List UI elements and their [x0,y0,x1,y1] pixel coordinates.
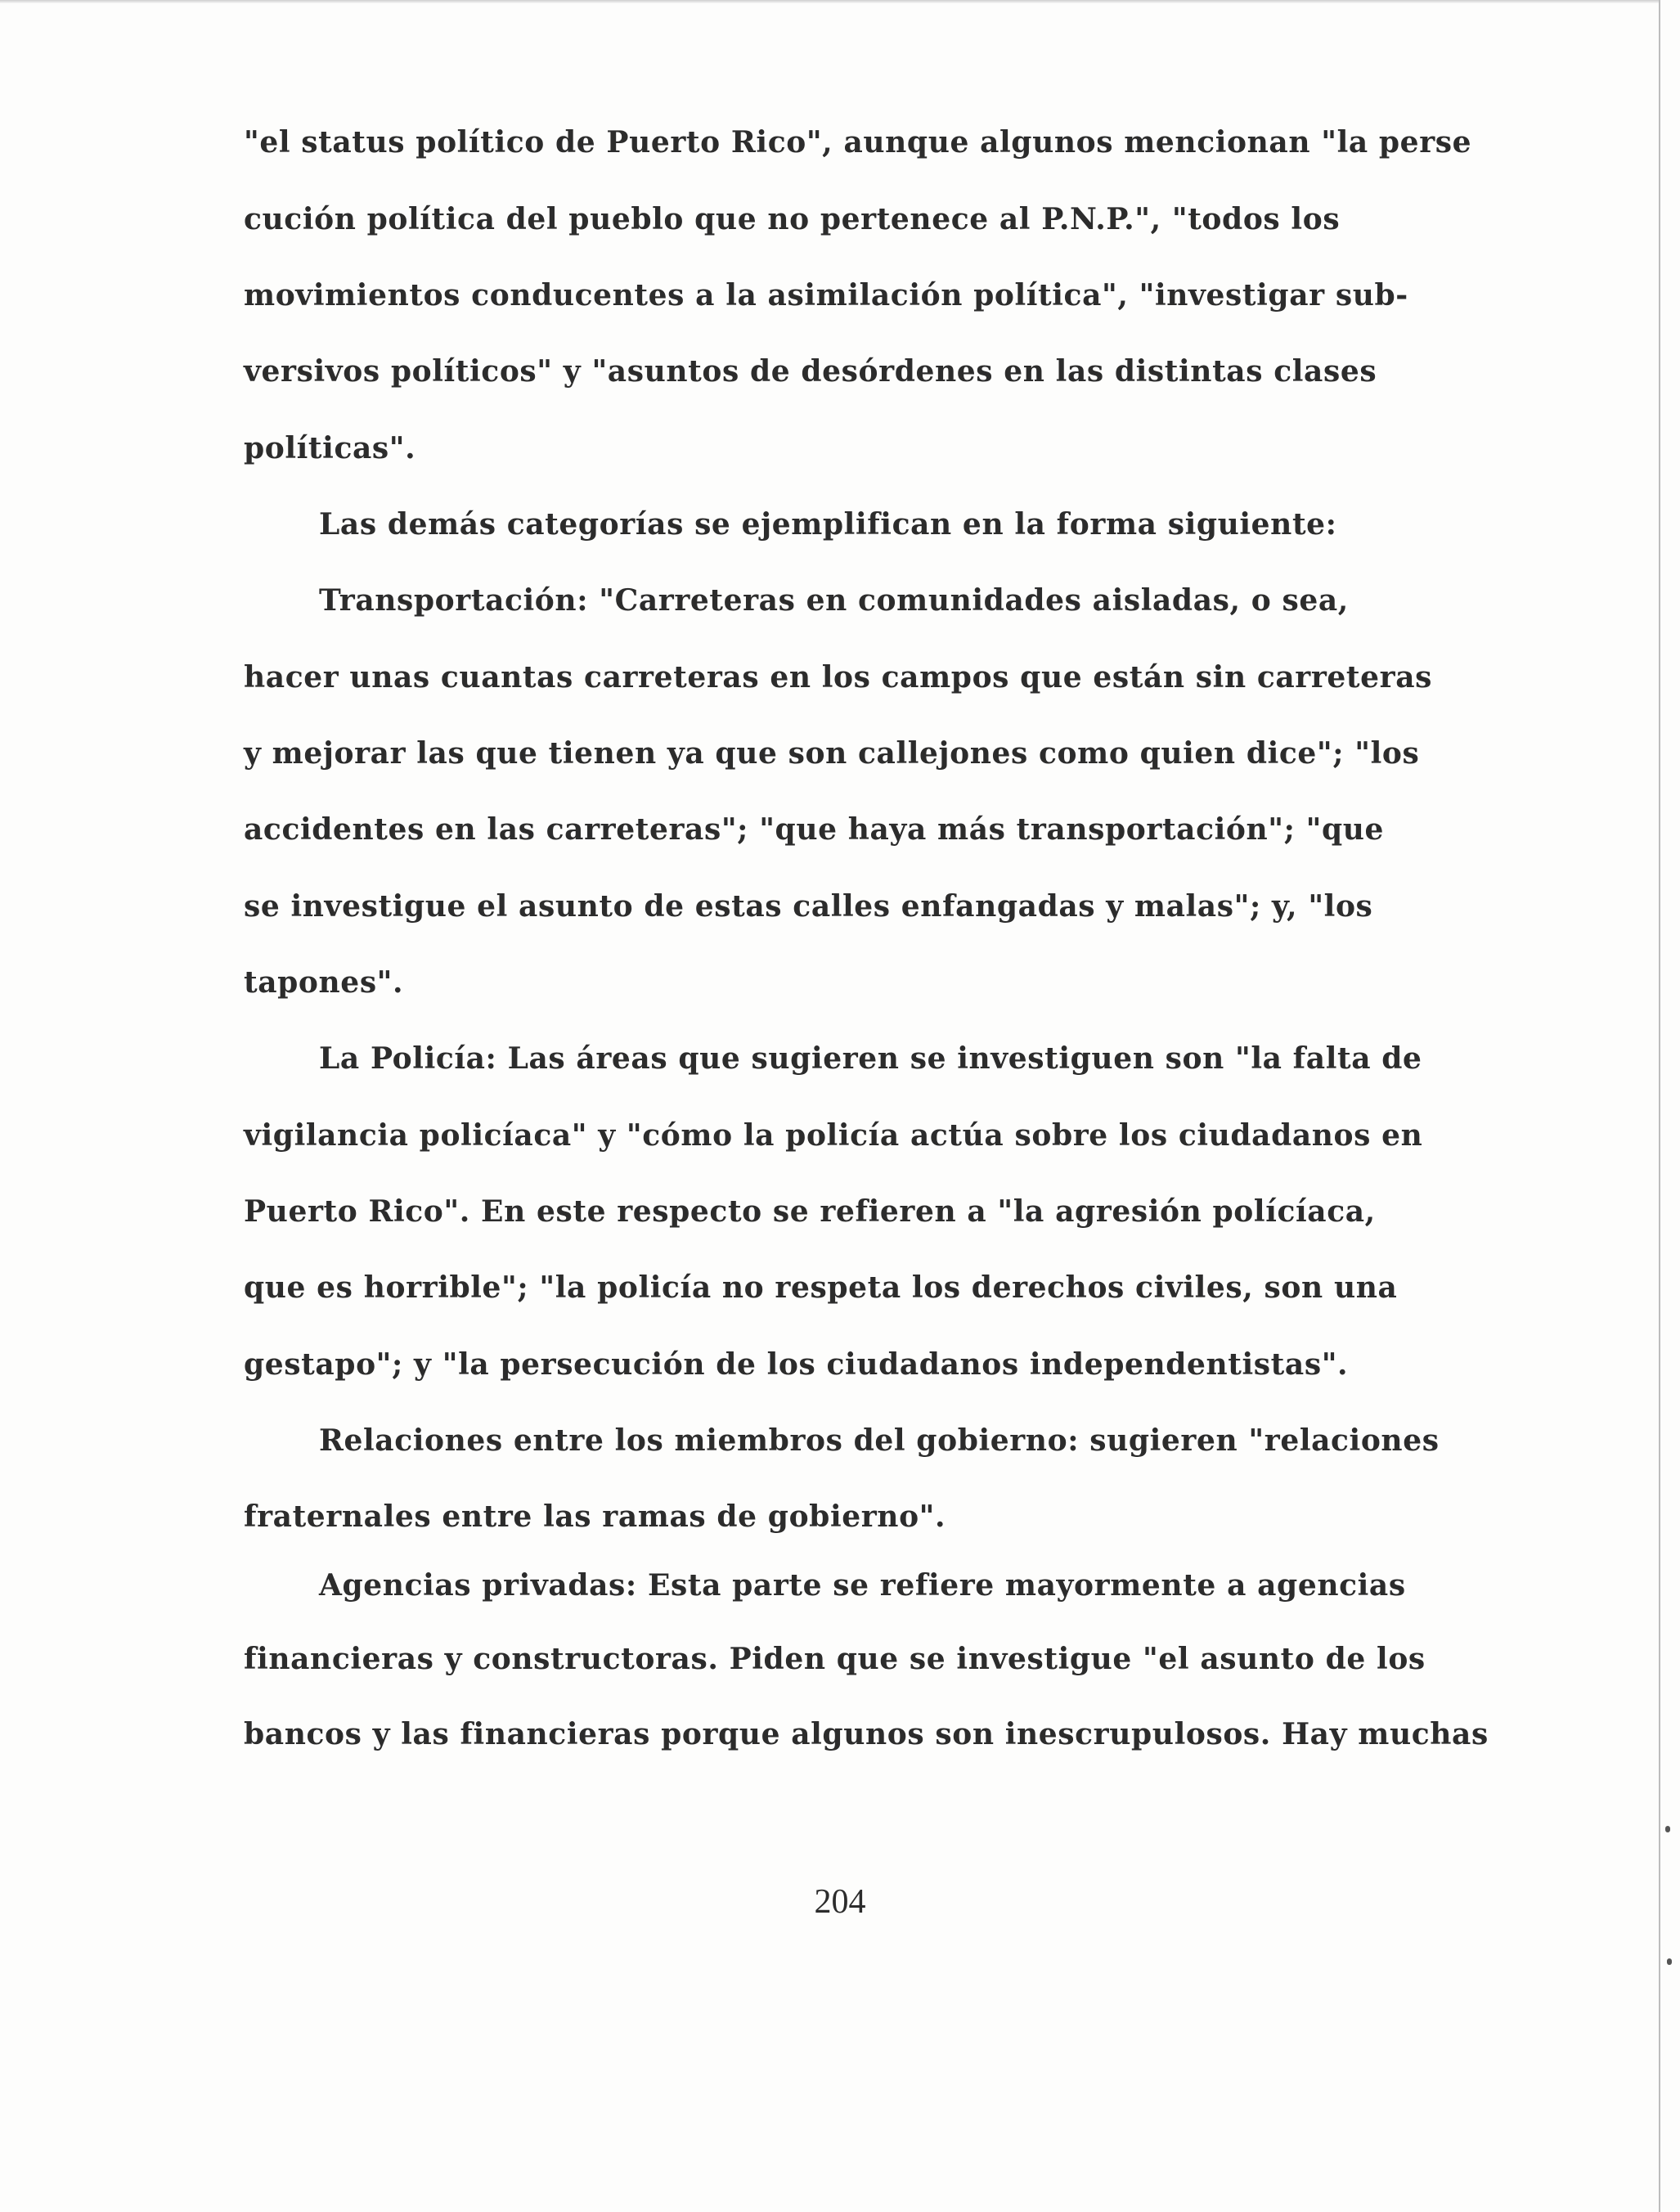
text-line: Transportación: "Carreteras en comunidades aisladas, o sea, [319,583,1349,618]
text-line: cución política del pueblo que no pertenece al P.N.P.", "todos los [244,202,1341,236]
page-number: 204 [814,1883,866,1921]
text-line: fraternales entre las ramas de gobierno". [244,1499,946,1534]
page-right-edge [1659,0,1660,2212]
text-line: versivos políticos" y "asuntos de desórdenes en las distintas clases [244,354,1377,389]
scan-speck [1667,1958,1672,1965]
text-line: Relaciones entre los miembros del gobierno: sugieren "relaciones [319,1423,1440,1458]
scan-speck [1665,1826,1670,1832]
text-line: tapones". [244,965,404,1000]
text-line: financieras y constructoras. Piden que se investigue "el asunto de los [244,1642,1426,1676]
text-line: movimientos conducentes a la asimilación política", "investigar sub- [244,278,1408,312]
text-line: accidentes en las carreteras"; "que haya más transportación"; "que [244,812,1385,847]
text-line: que es horrible"; "la policía no respeta los derechos civiles, son una [244,1270,1398,1305]
text-line: políticas". [244,431,416,465]
text-line: "el status político de Puerto Rico", aunque algunos mencionan "la perse [244,125,1472,160]
text-line: hacer unas cuantas carreteras en los campos que están sin carreteras [244,660,1433,695]
text-line: vigilancia policíaca" y "cómo la policía actúa sobre los ciudadanos en [244,1118,1423,1153]
text-line: gestapo"; y "la persecución de los ciudadanos independentistas". [244,1347,1349,1382]
text-line: Agencias privadas: Esta parte se refiere mayormente a agencias [319,1568,1406,1603]
text-line: bancos y las financieras porque algunos son inescrupulosos. Hay muchas [244,1717,1489,1751]
text-line: Las demás categorías se ejemplifican en la forma siguiente: [319,507,1337,542]
text-line: La Policía: Las áreas que sugieren se investiguen son "la falta de [319,1041,1422,1076]
text-line: y mejorar las que tienen ya que son callejones como quien dice"; "los [244,736,1420,771]
text-line: Puerto Rico". En este respecto se refieren a "la agresión polícíaca, [244,1194,1376,1229]
page-top-edge [0,0,1660,3]
text-line: se investigue el asunto de estas calles enfangadas y malas"; y, "los [244,889,1373,924]
